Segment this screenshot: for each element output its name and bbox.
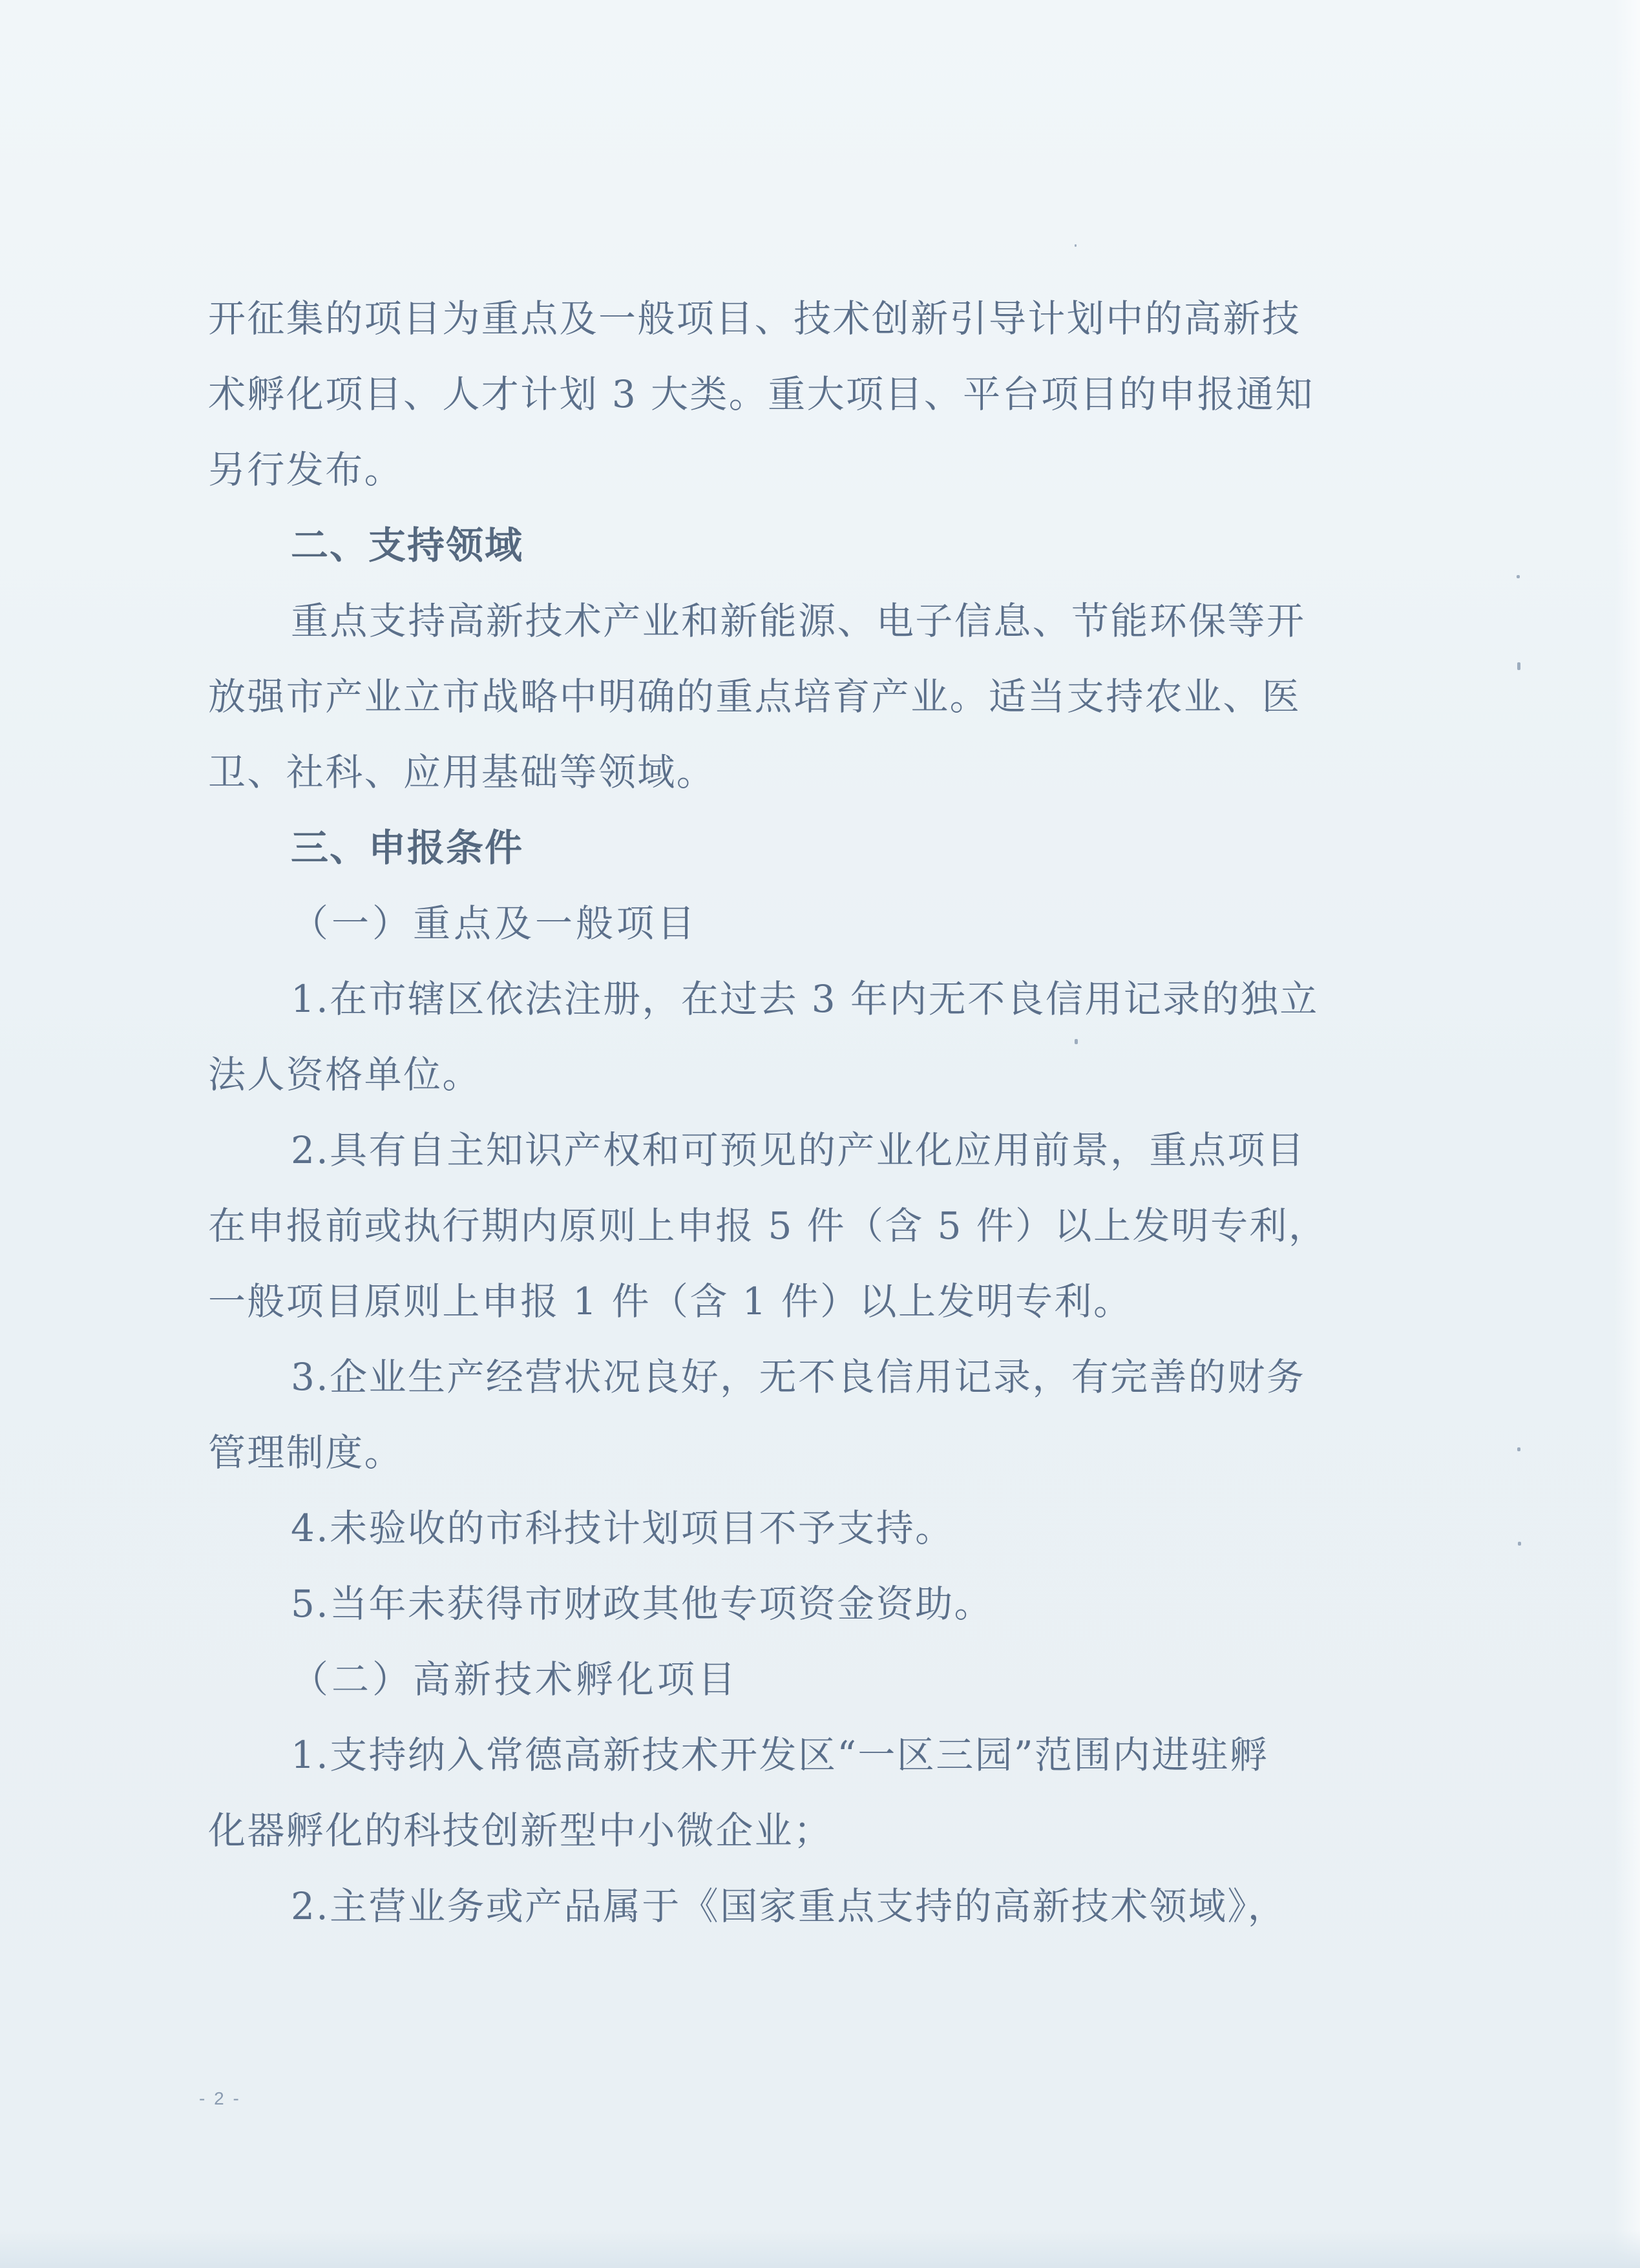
body-line: 管理制度。: [208, 1431, 404, 1475]
body-line: 卫、社科、应用基础等领域。: [208, 750, 716, 794]
document-body: [208, 281, 1403, 1944]
body-line: 4.未验收的市科技计划项目不予支持。: [291, 1506, 954, 1550]
subsection-heading-incubation-projects: （二）高新技术孵化项目: [291, 1657, 739, 1701]
page-bottom-edge: [0, 2229, 1640, 2268]
scan-speck: [1518, 1542, 1521, 1546]
body-line: 放强市产业立市战略中明确的重点培育产业。适当支持农业、医: [208, 675, 1301, 719]
scan-speck: [1517, 1447, 1520, 1451]
section-heading-support-areas: 二、支持领域: [291, 523, 524, 567]
body-line: 化器孵化的科技创新型中小微企业；: [208, 1809, 833, 1853]
body-line: 一般项目原则上申报 1 件（含 1 件）以上发明专利。: [208, 1279, 1133, 1323]
body-line: 3.企业生产经营状况良好，无不良信用记录，有完善的财务: [291, 1355, 1306, 1399]
subsection-heading-key-general-projects: （一）重点及一般项目: [291, 901, 699, 945]
body-line: 术孵化项目、人才计划 3 大类。重大项目、平台项目的申报通知: [208, 372, 1314, 416]
body-line: 2.具有自主知识产权和可预见的产业化应用前景，重点项目: [291, 1128, 1306, 1172]
body-line: 1.在市辖区依法注册，在过去 3 年内无不良信用记录的独立: [291, 977, 1319, 1021]
page-number: - 2 -: [199, 2088, 241, 2108]
body-line: 1.支持纳入常德高新技术开发区“一区三园”范围内进驻孵: [291, 1733, 1269, 1777]
scan-speck: [1517, 575, 1520, 578]
body-line: 另行发布。: [208, 448, 404, 492]
body-line: 重点支持高新技术产业和新能源、电子信息、节能环保等开: [291, 599, 1306, 643]
page-edge-shadow: [1614, 0, 1640, 2268]
body-line: 5.当年未获得市财政其他专项资金资助。: [291, 1582, 993, 1626]
scan-speck: [1075, 244, 1077, 247]
section-heading-application-conditions: 三、申报条件: [291, 826, 524, 870]
scan-speck: [1517, 662, 1520, 670]
scan-speck: [1075, 1039, 1078, 1044]
body-line: 开征集的项目为重点及一般项目、技术创新引导计划中的高新技: [208, 297, 1301, 341]
body-line: 在申报前或执行期内原则上申报 5 件（含 5 件）以上发明专利，: [208, 1204, 1328, 1248]
body-line: 法人资格单位。: [208, 1053, 481, 1097]
body-line: 2.主营业务或产品属于《国家重点支持的高新技术领域》，: [291, 1884, 1287, 1928]
